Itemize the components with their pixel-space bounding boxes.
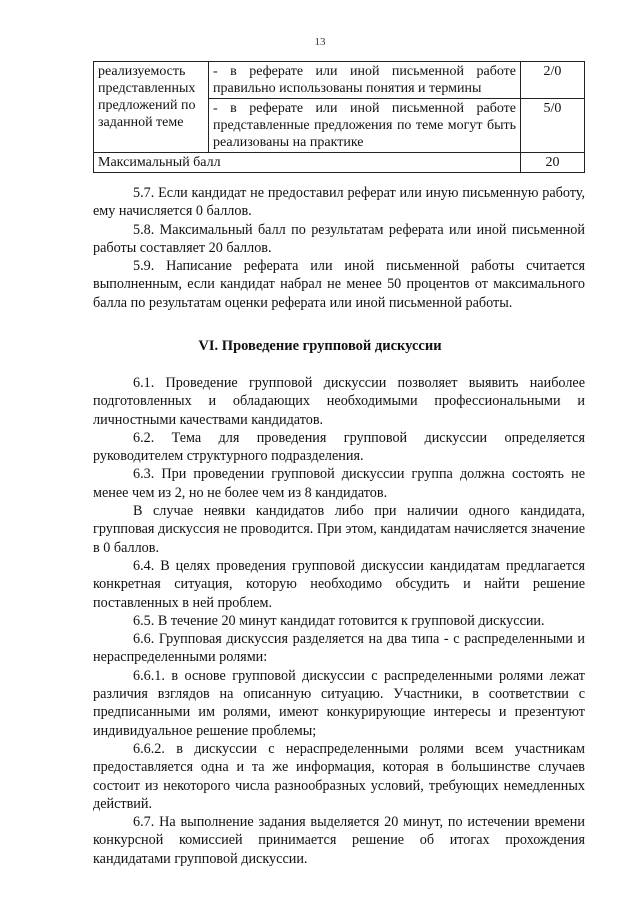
paragraph: В случае неявки кандидатов либо при наличии одного кандидата, групповая дискуссия не проводится. При этом, кандидатам начисляется значение в 0 баллов. <box>93 503 585 556</box>
section-6-text <box>93 374 585 868</box>
paragraph: 6.5. В течение 20 минут кандидат готовится к групповой дискуссии. <box>133 612 545 629</box>
description-cell: - в реферате или иной письменной работе представленные предложения по теме могут быть реализованы на практике <box>209 99 521 153</box>
paragraph: 6.4. В целях проведения групповой дискуссии кандидатам предлагается конкретная ситуация, которую необходимо обсудить и найти решение поставленных в ней проблем. <box>93 557 585 611</box>
paragraph: 6.3. При проведении групповой дискуссии группа должна состоять не менее чем из 2, но не более чем из 8 кандидатов. <box>93 466 585 501</box>
paragraph: 5.8. Максимальный балл по результатам реферата или иной письменной работы составляет 20 баллов. <box>93 221 585 256</box>
total-label: Максимальный балл <box>94 153 521 173</box>
total-value: 20 <box>521 153 585 173</box>
table-row <box>94 62 585 99</box>
page-number: 13 <box>314 36 326 48</box>
section-5-text <box>93 184 585 312</box>
paragraph: 6.7. На выполнение задания выделяется 20 минут, по истечении времени конкурсной комиссией принимается решение об итогах прохождения кандидатами групповой дискуссии. <box>93 814 585 867</box>
criterion-cell: реализуемость представленных предложений по заданной теме <box>94 62 209 153</box>
table-total-row <box>94 153 585 173</box>
description-cell: - в реферате или иной письменной работе правильно использованы понятия и термины <box>209 62 521 99</box>
criteria-table <box>93 61 585 173</box>
section-heading: VI. Проведение групповой дискуссии <box>198 338 442 354</box>
score-cell: 5/0 <box>521 99 585 153</box>
paragraph: 6.6.1. в основе групповой дискуссии с распределенными ролями лежат различия взглядов на описанную ситуацию. Участники, в соответствии с предписанными им ролями, имеют конкурирующие интересы и презентуют индивидуальное решение проблемы; <box>93 667 585 739</box>
paragraph: 6.1. Проведение групповой дискуссии позволяет выявить наиболее подготовленных и обладающих необходимыми профессиональными и личностными качествами кандидатов. <box>93 375 585 428</box>
paragraph: 5.7. Если кандидат не предоставил реферат или иную письменную работу, ему начисляется 0 баллов. <box>93 185 585 220</box>
paragraph: 5.9. Написание реферата или иной письменной работы считается выполненным, если кандидат набрал не менее 50 процентов от максимального балла по результатам оценки реферата или иной письменной работы. <box>93 258 585 311</box>
paragraph: 6.2. Тема для проведения групповой дискуссии определяется руководителем структурного подразделения. <box>93 429 585 465</box>
paragraph: 6.6.2. в дискуссии с нераспределенными ролями всем участникам предоставляется одна и та же информация, которая в большинстве случаев состоит из некоторого числа разнообразных условий, требующих немедленных действий. <box>93 740 585 812</box>
score-cell: 2/0 <box>521 62 585 99</box>
paragraph: 6.6. Групповая дискуссия разделяется на два типа - с распределенными и нераспределенными ролями: <box>93 631 585 666</box>
